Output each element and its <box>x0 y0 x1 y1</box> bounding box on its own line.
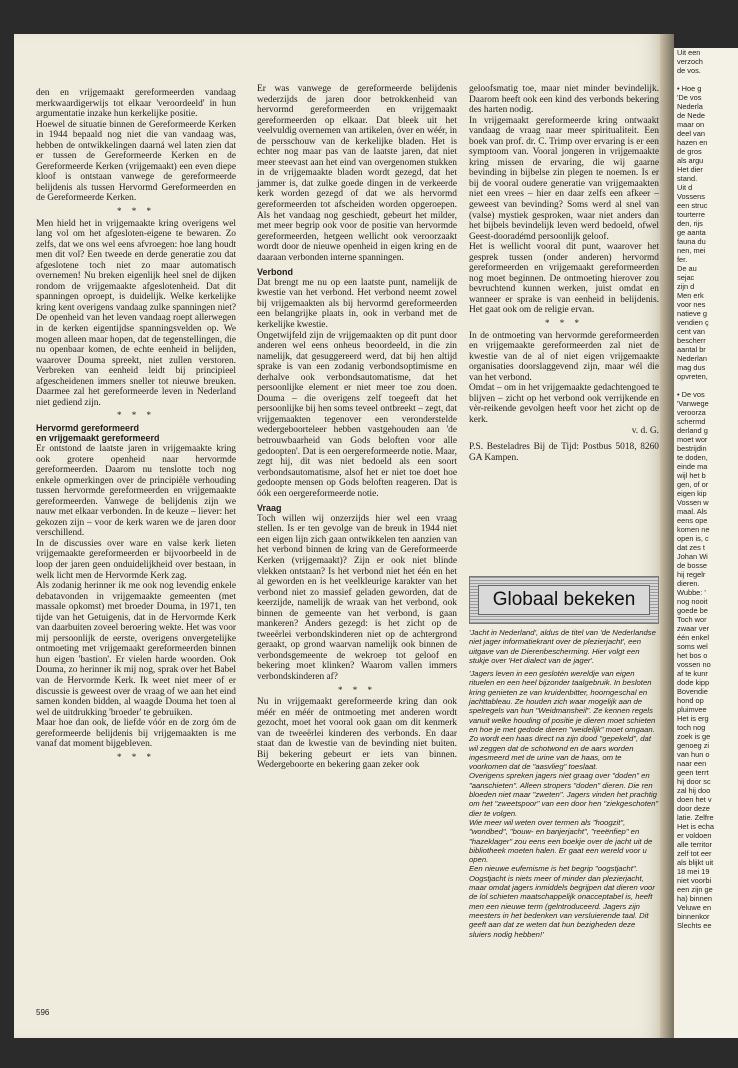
paragraph: Omdat – om in het vrijgemaakte gedachtengoed te blijven – zicht op het verbond ook verrijkende en vèr-reikende gevolgen heeft voor het zicht op de kerk. <box>469 383 659 425</box>
next-page-line: Toch wor <box>677 615 707 624</box>
next-page-line: cent van <box>677 327 705 336</box>
column-1 <box>36 88 236 764</box>
paragraph: Men hield het in vrijgemaakte kring overigens wel lang vol om het afgesloten-eigene te bewaren. Zo zelfs, dat we ons wel eens afvroegen: hoe lang houdt men dit vol? Een tweede en derde generatie zou dat afgeslotene toch niet zo maar automatisch overnemen! Nu breken eigenlijk heel snel de dijken rondom de vrijgemaakte afgeslotenheid. Dat dit spanningen oproept, is duidelijk. Welke kerkelijke kring kent overigens vandaag zulke spanningen niet? De openheid van het leven vandaag roept allerwegen in de kerken eigentijdse spanningsvelden op. We mogen alleen maar hopen, dat de tegenstellingen, die nu openbaar komen, de echte eenheid in belijden, waarover Douma spreekt, niet zullen verstoren. Verbreken van eenheid leidt bij principieel afgescheidenen immers sneller tot nieuwe breuken. Daarmee zal het gereformeerde leven in Nederland niet gediend zijn. <box>36 218 236 408</box>
next-page-line: soms wel <box>677 642 708 651</box>
next-page-line: pluimvee <box>677 705 707 714</box>
globaal-bekeken-text <box>469 628 659 939</box>
next-page-line: hond op <box>677 696 704 705</box>
next-page-line: Het is echa <box>677 822 714 831</box>
next-page-line: Het is erg <box>677 714 709 723</box>
next-page-line: stand. <box>677 174 698 183</box>
next-page-line: vossen no <box>677 660 711 669</box>
postscript: P.S. Besteladres Bij de Tijd: Postbus 5018, 8260 GA Kampen. <box>469 442 659 463</box>
next-page-line: natieve g <box>677 309 707 318</box>
next-page-line: maal. Als <box>677 507 707 516</box>
next-page-line: Uit d <box>677 183 693 192</box>
next-page-line: alle territor <box>677 840 712 849</box>
next-page-line: als blijkt uit <box>677 858 714 867</box>
next-page-line: geen terrt <box>677 768 709 777</box>
next-page-line: een zijn ge <box>677 885 713 894</box>
next-page-line: Johan Wi <box>677 552 708 561</box>
banner-title: Globaal bekeken <box>478 585 650 615</box>
next-page-line: doen het v <box>677 795 712 804</box>
next-page-line: te doden, <box>677 453 708 462</box>
next-page-line: als argu <box>677 156 704 165</box>
globaal-bekeken-banner <box>469 576 659 624</box>
next-page-line: dode kipp <box>677 678 710 687</box>
paragraph: Als zodanig herinner ik me ook nog levendig enkele debatavonden in vrijgemaakte gemeenten (met massale opkomst) met broeder Douma, in 1971, ten tijde van het Getuigenis, dat in de Hervormde Kerk van daarbuiten zoveel beroering wekte. Het was voor mij persoonlijk de eerste, overigens onvergetelijke ontmoeting met vrijgemaakt gereformeerden binnen hun eigen 'bastion'. Er vielen harde woorden. Ook Douma, zo herinner ik mij nog, sprak over het Babel van de Hervormde Kerk. Ik weet niet meer of er discussie is geweest over de vraag of we aan het eind samen konden bidden, al waagde Douma het toen al wel de uitdrukking 'broeder' te gebruiken. <box>36 581 236 718</box>
next-page-line: binnenkor <box>677 912 710 921</box>
paragraph: Hoewel de situatie binnen de Gereformeerde Kerken in 1944 bepaald nog niet die van vandaag was, hebben de ontwikkelingen daarná wel laten zien dat er tussen de Gereformeerde Kerken en de Gereformeerde Kerken (vrijgemaakt) een even diepe kloof is ontstaan vanwege de gereformeerde belijdenis als tussen Hervormd Gereformeerden en de Gereformeerde Kerken. <box>36 119 236 204</box>
next-page-line: einde ma <box>677 462 708 471</box>
paragraph: Maar hoe dan ook, de liefde vóór en de zorg óm de gereformeerde belijdenis bij vrijgemaakten is me vanaf dat moment bijgebleven. <box>36 718 236 750</box>
page-number: 596 <box>36 1008 50 1017</box>
column-2 <box>257 84 457 771</box>
next-page-line: hij door sc <box>677 777 711 786</box>
next-page-line: Wubbe: ' <box>677 588 706 597</box>
paragraph: Ongetwijfeld zijn de vrijgemaakten op dit punt door anderen wel eens onheus beoordeeld, in die zin namelijk, dat gesuggereerd werd, dat bij hen altijd sprake is van een zodanig verbondsoptimisme en derhalve ook verbondsautomatisme, dat het persoonlijke element er niet meer toe zou doen. Douma – die overigens zelf toegeeft dat het persoonlijke bij hen soms teveel ontbreekt – zegt, dat vrijgemaakten tegenover een veronderstelde wedergeboorteleer hebben vastgehouden aan 'de betrouwbaarheid van Gods beloften voor alle gedoopten'. Dat is een oergereformeerde notie. Maar, zegt hij, dit was niet bedoeld als een soort verbondsautomatisme, alsof het er niet toe doet hoe gedoopte mensen op Gods beloften reageren. Dat is óók een oergereformeerde notie. <box>257 330 457 499</box>
next-page-line: de gros <box>677 147 702 156</box>
next-page-line: Nederla <box>677 102 703 111</box>
next-page-line: hij regelr <box>677 570 706 579</box>
section-divider: * * * <box>117 206 155 217</box>
next-page-line: eigen kip <box>677 489 707 498</box>
author-signature: v. d. G. <box>631 425 659 436</box>
paragraph: In vrijgemaakt gereformeerde kring ontwaakt vandaag de vraag naar meer spiritualiteit. Een boek van prof. dr. C. Trimp over ervaring is er een symptoom van. Vooral jongeren in vrijgemaakte kring missen de ervaring, die wij gaarne bevinding in bijbelse zin plegen te noemen. Is er bij de vooral oudere generatie van vrijgemaakten niet een vrees – hier en daar zelfs een afkeer – geweest van bevinding? Soms werd al snel van (valse) mystiek gesproken, waar niet anders dan het bijbels bevindelijk leven werd bedoeld, ofwel Geest-dooradémd persoonlijk geloof. <box>469 115 659 242</box>
paragraph: Dat brengt me nu op een laatste punt, namelijk de kwestie van het verbond. Het verbond neemt zowel bij vrijgemaakten als bij hervormd gereformeerden een belangrijke plaats in, ook in verband met de kerkelijke kwestie. <box>257 277 457 330</box>
next-page-line: naar een <box>677 759 707 768</box>
next-page-line: ha) binnen <box>677 894 712 903</box>
next-page-text <box>674 48 738 930</box>
next-page-line: de Nede <box>677 111 705 120</box>
next-page-line: dieren. <box>677 579 700 588</box>
section-divider: * * * <box>117 410 155 421</box>
next-page-line: nog nooit <box>677 597 708 606</box>
next-page-line: latie. Zelfre <box>677 813 714 822</box>
next-page-line: Bovendie <box>677 687 708 696</box>
next-page-line: de bosse <box>677 561 707 570</box>
next-page-line: van hun o <box>677 750 710 759</box>
next-page-line: genoeg zi <box>677 741 710 750</box>
paragraph: Wie meer wil weten over termen als "hoogzit", "wondbed", "bouw- en banjerjacht", "reeënfiep" en "hazeklager" zou eens een boekje over de jacht uit de bibliotheek moeten halen. Er gaat een wereld voor u open. <box>469 817 653 865</box>
next-page-line: af te kunr <box>677 669 708 678</box>
next-page-line: moet wor <box>677 435 708 444</box>
next-page-line: • Hoe g <box>677 84 702 93</box>
next-page-line: tourterre <box>677 210 705 219</box>
next-page-line: deel van <box>677 129 705 138</box>
section-heading: en vrijgemaakt gereformeerd <box>36 433 160 444</box>
next-page-line: gen, of or <box>677 480 709 489</box>
paragraph: Er was vanwege de gereformeerde belijdenis wederzijds de jaren door betrokkenheid van hervormd gereformeerden en vrijgemaakt gereformeerden op elkaar. Dat bleek uit het veelvuldig overnemen van artikelen, óver en wéér, in de persschouw van de kerkelijke bladen. Het is echter nog maar pas van de laatste jaren, dat niet meer steevast aan het eind van overgenomen stukken in de vrijgemaakte bladen wordt gezegd, dat het jammer is, dat zulke goede dingen in de verkeerde kerk worden gezegd of dat we als hervormd gereformeerden tot afscheiden worden opgeroepen. Als het vandaag nog geschiedt, gebeurt het milder, met meer begrip ook voor de positie van hervormde gereformeerden, hetgeen wellicht ook veroorzaakt wordt door de nieuwe openheid in eigen kring en de daaraan verbonden interne spanningen. <box>257 84 457 263</box>
next-page-line: verzoch <box>677 57 703 66</box>
next-page-line: dat zes t <box>677 543 705 552</box>
next-page-line: den, rijs <box>677 219 703 228</box>
next-page-line: Vossens <box>677 192 705 201</box>
next-page-line: zelf tot eer <box>677 849 712 858</box>
next-page-line: Uit een <box>677 48 701 57</box>
next-page-line: sejac <box>677 273 695 282</box>
next-page-line: Veluwe en <box>677 903 712 912</box>
next-page-line: voor nes <box>677 300 706 309</box>
next-page-line: opvreten, <box>677 372 708 381</box>
next-page-line: De au <box>677 264 697 273</box>
next-page-line: derland g <box>677 426 708 435</box>
next-page-line <box>677 75 738 84</box>
column-3 <box>469 84 659 463</box>
next-page-line: maar on <box>677 120 705 129</box>
next-page-line: niet voorbi <box>677 876 712 885</box>
next-page-line: 'De vos <box>677 93 702 102</box>
next-page-line: Het dier <box>677 165 703 174</box>
section-heading: Vraag <box>257 503 282 514</box>
next-page-line: aantal br <box>677 345 706 354</box>
page-spine <box>660 34 674 1038</box>
section-heading: Verbond <box>257 267 294 278</box>
paragraph: In de discussies over ware en valse kerk lieten vrijgemaakte gereformeerden er bijvoorbeeld in de loop der jaren geen onduidelijkheid over bestaan, in welk licht men de Hervormde Kerk zag. <box>36 538 236 581</box>
next-page-line: Men erk <box>677 291 704 300</box>
next-page-line: er voldoen <box>677 831 712 840</box>
next-page-line: goede be <box>677 606 708 615</box>
section-divider: * * * <box>117 751 155 762</box>
next-page-line: bestrijdin <box>677 444 707 453</box>
paragraph: In de ontmoeting van hervormde gereformeerden en vrijgemaakte gereformeerden zal niet de kwestie van de al of niet eigen vrijgemaakte organisaties doorslaggevend zijn, maar wél die van het verbond. <box>469 330 659 383</box>
paragraph: Het is wellicht vooral dit punt, waarover het gesprek tussen (onder anderen) hervormd gereformeerden en vrijgemaakt gereformeerden nog moet beginnen. De ontmoeting hierover zou bevruchtend kunnen werken, juist omdat en wanneer er sprake is van eenheid in belijdenis. Het gaat ook om de religie ervan. <box>469 242 659 316</box>
next-page-line: het bos o <box>677 651 708 660</box>
next-page-strip <box>674 48 738 1038</box>
section-heading: Hervormd gereformeerd <box>36 422 140 433</box>
section-divider: * * * <box>338 684 376 695</box>
paragraph: den en vrijgemaakt gereformeerden vandaag merkwaardigerwijs tot elkaar 'veroordeeld' in hun argumentatie inzake hun kerkelijke positie. <box>36 88 236 120</box>
paragraph: Overigens spreken jagers niet graag over "doden" en "aanschieten". Alleen stropers "doden" dieren. Die ren bloeden niet maar "zweten". Jagers vinden het prachtig om het "zweetspoor" van een door hen "ziekgeschoten" dier te volgen. <box>469 771 659 818</box>
next-page-line: schermd <box>677 417 706 426</box>
next-page-line: vendien ç <box>677 318 709 327</box>
next-page-line: komen ne <box>677 525 710 534</box>
paragraph: Toch willen wij onzerzijds hier wel een vraag stellen. Is er ten gevolge van de breuk in 1944 niet een eigen lijn zich gaan ontwikkelen ten aanzien van het verbond binnen de kring van de Gereformeerde Kerken (vrijgemaakt)? Zijn er ook niet blinde vlekken ontstaan? Is het verbond niet het één en het al geworden en is het veelkleurige karakter van het verbond niet zo massief geladen geworden, dat de keerzijde, namelijk de wraak van het verbond, ook binnen de gemeente van het verbond, is gaan mankeren? Anders gezegd: is het zicht op de tweeërlei verbondskinderen niet op de achtergrond geraakt, op grond waarvan namelijk ook binnen de verbondsgemeente de wekroep tot geloof en bekering moet klinken? Waarom vallen immers verbondskinderen af? <box>257 513 457 682</box>
next-page-line: door deze <box>677 804 710 813</box>
next-page-line: één enkel <box>677 633 710 642</box>
next-page-line: een struc <box>677 201 708 210</box>
next-page-line: nen, mei <box>677 246 706 255</box>
next-page-line: de vos. <box>677 66 701 75</box>
next-page-line: fer. <box>677 255 688 264</box>
section-divider: * * * <box>545 318 583 329</box>
next-page-line: Slechts ee <box>677 921 712 930</box>
next-page-line: 18 mei 19 <box>677 867 710 876</box>
next-page-line: zoek is ge <box>677 732 711 741</box>
next-page-line: Nederlan <box>677 354 707 363</box>
next-page-line: zwaar ver <box>677 624 710 633</box>
next-page-line: bescherr <box>677 336 706 345</box>
next-page-line: toch nog <box>677 723 706 732</box>
next-page-line: zijn d <box>677 282 695 291</box>
paragraph: Nu in vrijgemaakt gereformeerde kring dan ook méér en méér de ontmoeting met anderen wordt gezocht, moet het vooral ook gaan om dit kenmerk van de tweeërlei kinderen des verbonds. En daar staat dan de kwestie van de bevinding niet buiten. Bij bekering gebeurt er iets van binnen. Wedergeboorte en bekering gaan zeker ook <box>257 697 457 771</box>
next-page-line: mag dus <box>677 363 706 372</box>
paragraph: geloofsmatig toe, maar niet minder bevindelijk. Daarom heeft ook een kind des verbonds bekering des harten nodig. <box>469 84 659 116</box>
next-page-line: hazen en <box>677 138 708 147</box>
next-page-line: 'Vanwege <box>677 399 709 408</box>
paragraph: 'Jacht in Nederland', aldus de titel van 'de Nederlandse niet jager informatiekrant over de plezierjacht', een uitgave van de Dierenbescherming. Hier volgt een stukje over 'Het dialect van de jager'. <box>469 628 656 665</box>
next-page-line: open is, c <box>677 534 709 543</box>
next-page-line: veroorza <box>677 408 706 417</box>
paragraph: 'Jagers leven in een geslotén wereldje van eigen rituelen en een heel bijzonder taalgebruik. In besloten kring genieten ze van kruidenbitter, hoorngeschal en jachttableau. Ze houden zich waar mogelijk aan de spelregels van hun "Weidmansheil". Ze kennen regels vanuit welke houding of positie je dieren moet schieten en hoe je met gedode dieren "weidelijk" moet omgaan. Zo wordt een haas direct na zijn dood "gepekeld", dat wil zeggen dat de schotwond en de aars worden ingesmeerd met de urine van de haas, om te voorkomen dat de "aasvlieg" toeslaat. <box>469 669 656 772</box>
next-page-line: wijl het b <box>677 471 706 480</box>
next-page-line <box>677 381 738 390</box>
next-page-line: ge aanta <box>677 228 706 237</box>
next-page-line: zal hij doo <box>677 786 711 795</box>
next-page-line: Vossen w <box>677 498 709 507</box>
next-page-line: eens ope <box>677 516 708 525</box>
paragraph: Een nieuwe eufemisme is het begrip "oogstjacht". Oogstjacht is niets meer of minder dan plezierjacht, maar omdat jagers inmiddels begrijpen dat dieren voor de lol schieten maatschappelijk onacceptabel is, heeft men een nieuwe term (gelntroduceerd. Jagers zijn meesters in het bedenken van versluierende taal. Dit geeft aan dat ze weten dat hun bezigheden deze sluiers nodig hebben!' <box>469 864 655 939</box>
next-page-line: fauna du <box>677 237 706 246</box>
next-page-line: • De vos <box>677 390 705 399</box>
paragraph: Er ontstond de laatste jaren in vrijgemaakte kring ook grotere openheid naar hervormde gereformeerden. Daarom nu tenslotte toch nog enkele opmerkingen over de principiële verhouding tussen hervormde gereformeerden en vrijgemaakte gereformeerden. Vanwege de belijdenis zijn we nauw met elkaar verbonden. In de keuze – liever: het gekozen zijn – voor de kerk waren we de jaren door verschillend. <box>36 443 236 539</box>
